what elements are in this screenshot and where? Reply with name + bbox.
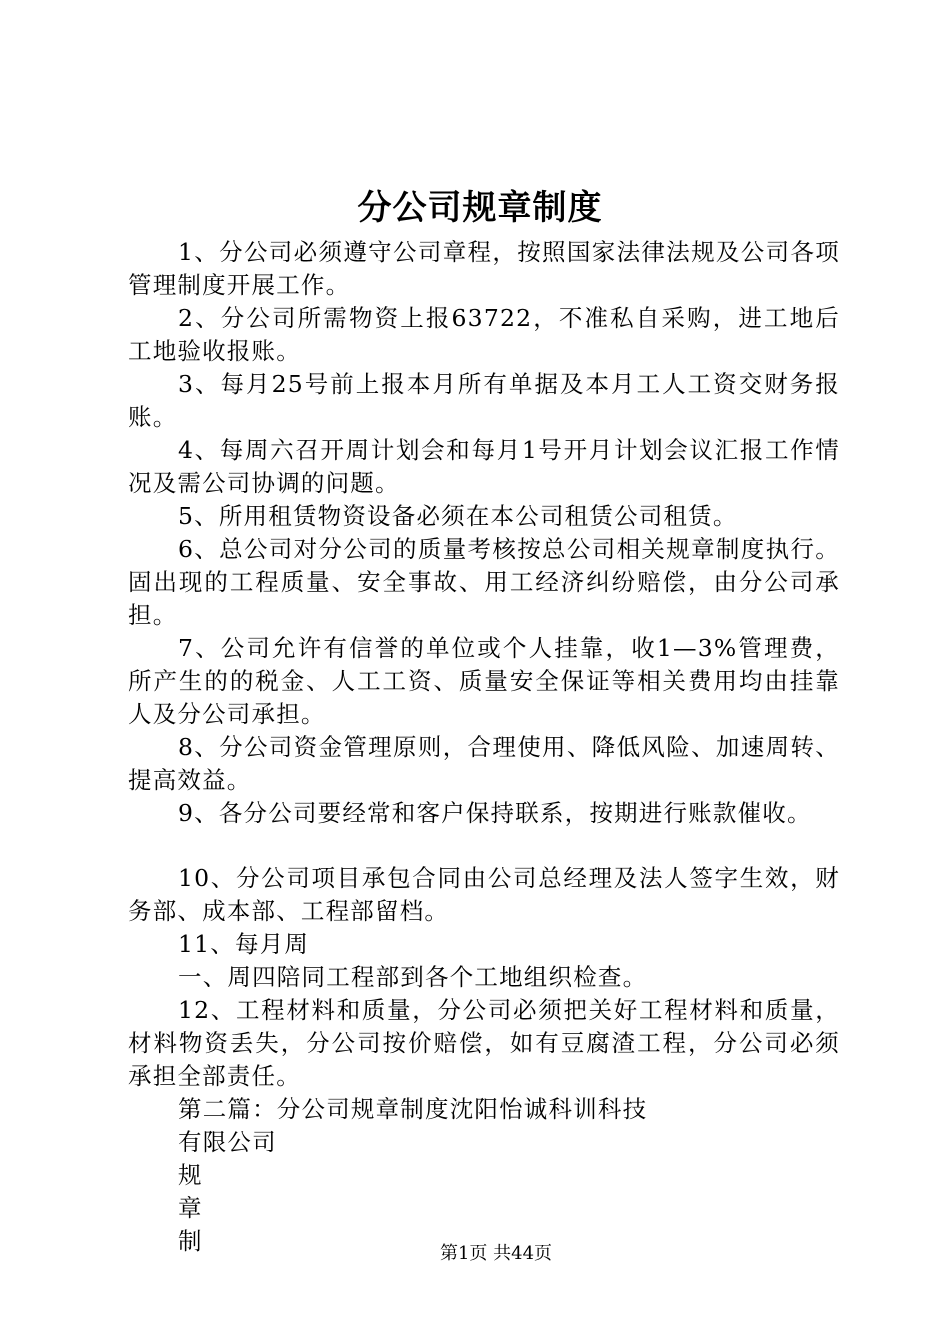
paragraph-3: 3、每月25号前上报本月所有单据及本月工人工资交财务报账。 <box>128 370 840 431</box>
paragraph-9: 9、各分公司要经常和客户保持联系，按期进行账款催收。 <box>178 799 812 827</box>
section-two-char-3: 制 <box>178 1227 203 1255</box>
paragraph-6: 6、总公司对分公司的质量考核按总公司相关规章制度执行。固出现的工程质量、安全事故、用工经济纠纷赔偿，由分公司承担。 <box>128 535 840 629</box>
paragraph-4: 4、每周六召开周计划会和每月1号开月计划会议汇报工作情况及需公司协调的问题。 <box>128 436 840 497</box>
paragraph-11-continued: 一、周四陪同工程部到各个工地组织检查。 <box>178 963 648 991</box>
paragraph-spacer <box>128 830 840 862</box>
paragraph-10: 10、分公司项目承包合同由公司总经理及法人签字生效，财务部、成本部、工程部留档。 <box>128 864 840 925</box>
paragraph-5: 5、所用租赁物资设备必须在本公司租赁公司租赁。 <box>178 502 738 530</box>
document-title: 分公司规章制度 <box>357 188 603 228</box>
page-footer: 第1页 共44页 <box>439 1243 553 1264</box>
section-two-char-2: 章 <box>178 1194 203 1222</box>
section-two-company: 有限公司 <box>178 1128 277 1156</box>
paragraph-7: 7、公司允许有信誉的单位或个人挂靠，收1—3%管理费，所产生的的税金、人工工资、质量安全保证等相关费用均由挂靠人及分公司承担。 <box>128 634 840 728</box>
document-body <box>128 236 840 1258</box>
paragraph-12: 12、工程材料和质量，分公司必须把关好工程材料和质量，材料物资丢失，分公司按价赔偿，如有豆腐渣工程，分公司必须承担全部责任。 <box>128 996 840 1090</box>
paragraph-1: 1、分公司必须遵守公司章程，按照国家法律法规及公司各项管理制度开展工作。 <box>128 238 840 299</box>
paragraph-8: 8、分公司资金管理原则，合理使用、降低风险、加速周转、提高效益。 <box>128 733 840 794</box>
section-two-char-1: 规 <box>178 1161 203 1189</box>
paragraph-11: 11、每月周 <box>178 930 310 958</box>
section-two-heading: 第二篇：分公司规章制度沈阳怡诚科训科技 <box>178 1095 648 1123</box>
paragraph-2: 2、分公司所需物资上报63722，不准私自采购，进工地后工地验收报账。 <box>128 304 840 365</box>
